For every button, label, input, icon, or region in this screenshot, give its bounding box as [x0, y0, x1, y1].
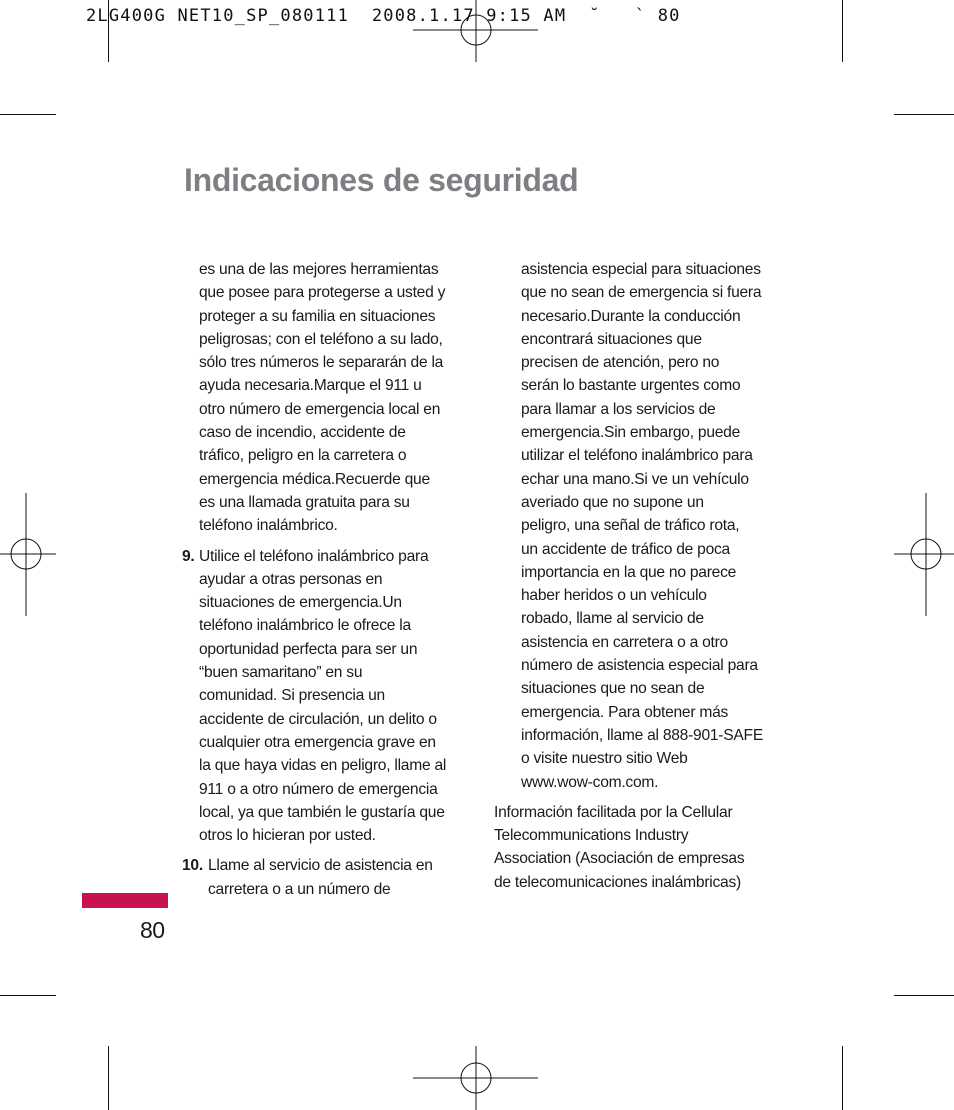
- list-item-number: 10.: [182, 857, 203, 875]
- intro-paragraph: es una de las mejores herramientas que posee para protegerse a usted y proteger a su familia en situaciones peligrosas; con el teléfono a su lado, sólo tres números le separarán de la ayuda necesaria.Marque el 911 u otro número de emergencia local en caso de incendio, accidente de tráfico, peligro en la carretera o emergencia médica.Recuerde que es una llamada gratuita para su teléfono inalámbrico.: [199, 261, 446, 535]
- printer-slug-line: 2LG400G NET10_SP_080111 2008.1.17 9:15 AM ˘ ` 80: [86, 6, 681, 26]
- registration-crosshair-icon: [413, 0, 538, 62]
- page-tab-accent-bar: [82, 893, 168, 908]
- page-title: Indicaciones de seguridad: [184, 162, 579, 198]
- right-column: [494, 258, 776, 894]
- page-number: 80: [140, 917, 165, 943]
- left-column: [182, 258, 461, 901]
- continued-paragraph: asistencia especial para situaciones que no sean de emergencia si fuera necesario.Durante la conducción encontrará situaciones que precisen de atención, pero no serán lo bastante urgentes como para llamar a los servicios de emergencia.Sin embargo, puede utilizar el teléfono inalámbrico para echar una mano.Si ve un vehículo averiado que no supone un peligro, una señal de tráfico rota, un accidente de tráfico de poca importancia en la que no parece haber heridos o un vehículo robado, llame al servicio de asistencia en carretera o a otro número de asistencia especial para situaciones que no sean de emergencia. Para obtener más información, llame al 888-901-SAFE o visite nuestro sitio Web www.wow-com.com.: [521, 261, 763, 791]
- list-item-10: 10. Llame al servicio de asistencia en carretera o a un número de: [199, 854, 461, 901]
- registration-crosshair-icon: [413, 1046, 538, 1110]
- list-item-number: 9.: [182, 547, 195, 565]
- registration-crosshair-icon: [894, 493, 954, 616]
- registration-crosshair-icon: [0, 493, 56, 616]
- list-item-9: 9. Utilice el teléfono inalámbrico para ayudar a otras personas en situaciones de emergencia.Un teléfono inalámbrico le ofrece la oportunidad perfecta para ser un “buen samaritano” en su comunidad. Si presencia un accidente de circulación, un delito o cualquier otra emergencia grave en la que haya vidas en peligro, llame al 911 o a otro número de emergencia local, ya que también le gustaría que otros lo hicieran por usted.: [199, 545, 461, 848]
- source-credit: Información facilitada por la Cellular Telecommunications Industry Association (Asociación de empresas de telecomunicaciones inalámbricas): [494, 803, 745, 891]
